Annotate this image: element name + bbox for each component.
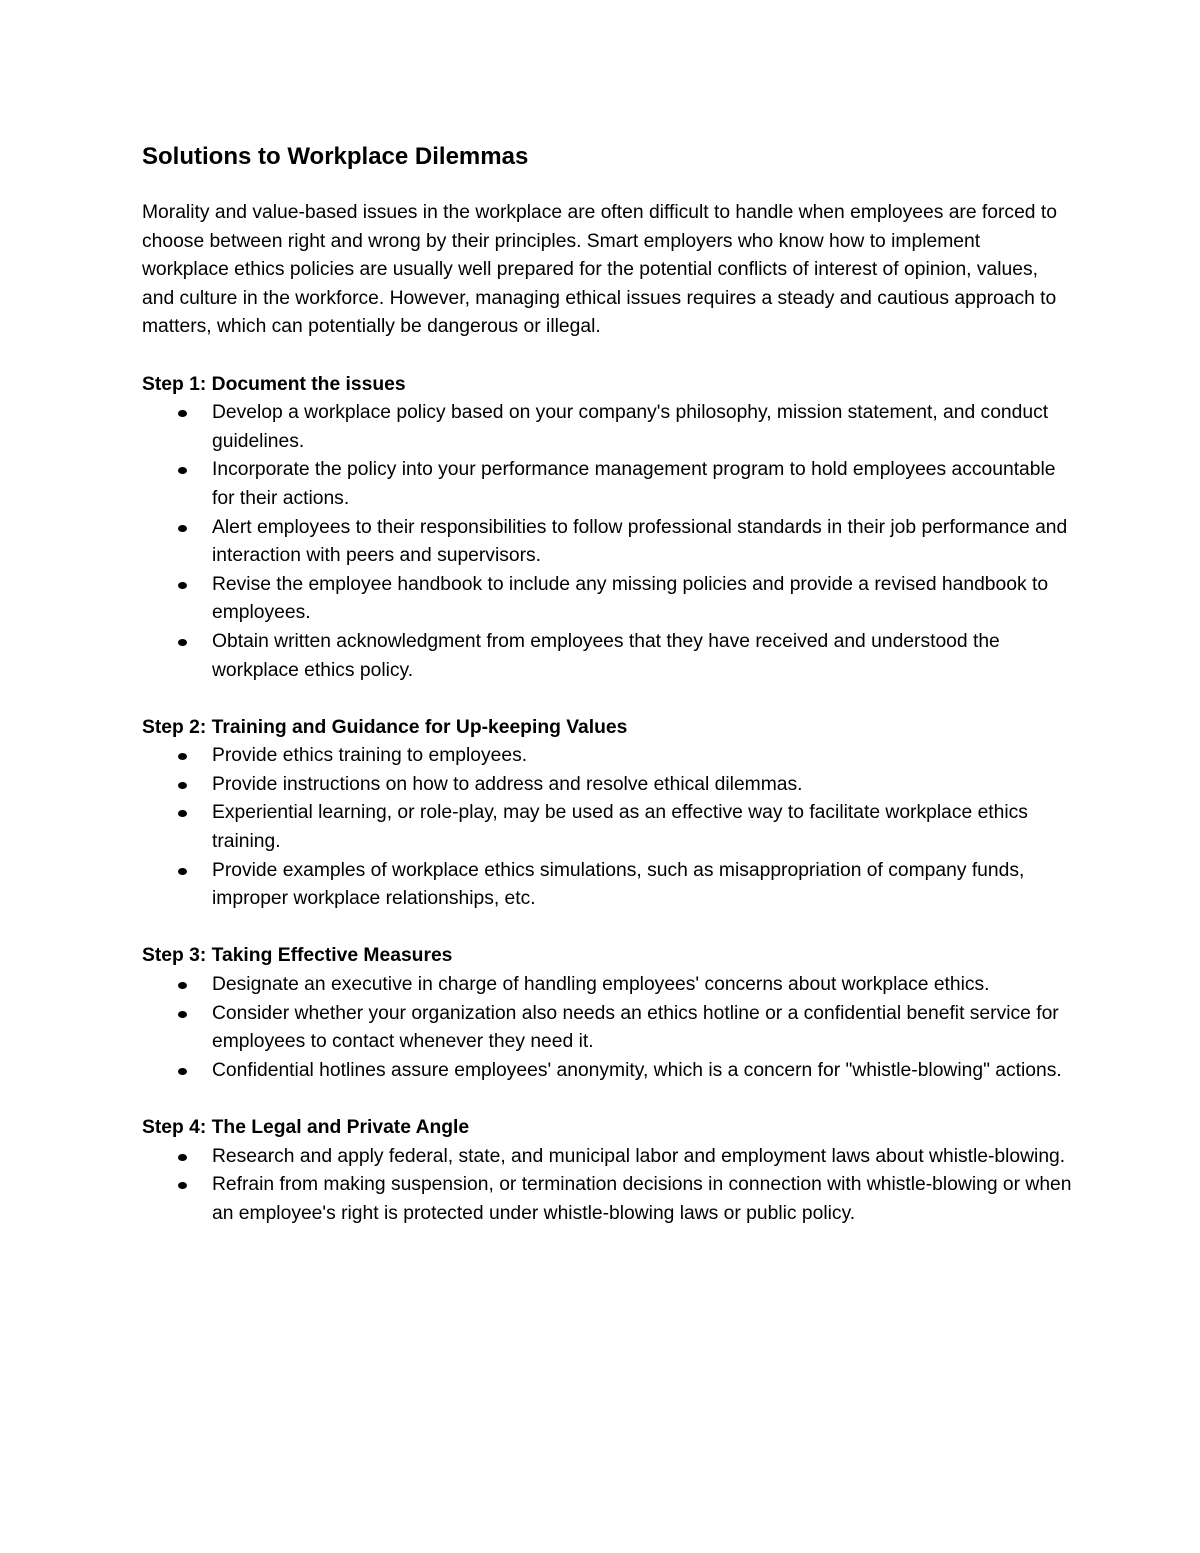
list-item	[142, 771, 1072, 800]
bullet-icon	[178, 639, 187, 646]
step-section	[142, 1114, 1072, 1228]
bullet-list	[142, 1143, 1072, 1229]
step-heading: Step 1: Document the issues	[142, 373, 406, 395]
list-item	[142, 971, 1072, 1000]
bullet-list	[142, 742, 1072, 914]
list-item-text: Research and apply federal, state, and municipal labor and employment laws about whistle-blowing.	[212, 1145, 1066, 1167]
document-title: Solutions to Workplace Dilemmas	[142, 143, 529, 170]
bullet-icon	[178, 868, 187, 875]
step-heading: Step 2: Training and Guidance for Up-keeping Values	[142, 716, 628, 738]
list-item	[142, 857, 1072, 914]
bullet-icon	[178, 582, 187, 589]
bullet-icon	[178, 1068, 187, 1075]
bullet-icon	[178, 410, 187, 417]
bullet-list	[142, 971, 1072, 1085]
bullet-icon	[178, 467, 187, 474]
list-item-text: Designate an executive in charge of handling employees' concerns about workplace ethics.	[212, 974, 990, 996]
list-item-text: Consider whether your organization also needs an ethics hotline or a confidential benefit service for employees to contact whenever they need it.	[212, 1002, 1059, 1053]
list-item-text: Refrain from making suspension, or termination decisions in connection with whistle-blowing or when an employee's right is protected under whistle-blowing laws or public policy.	[212, 1174, 1072, 1224]
intro-paragraph: Morality and value-based issues in the workplace are often difficult to handle when employees are forced to choose between right and wrong by their principles. Smart employers who know how to implement workplace ethics policies are usually well prepared for the potential conflicts of interest of opinion, values, and culture in the workforce. However, managing ethical issues requires a steady and cautious approach to matters, which can potentially be dangerous or illegal.	[142, 202, 1057, 338]
list-item-text: Develop a workplace policy based on your company's philosophy, mission statement, and conduct guidelines.	[212, 402, 1049, 452]
list-item	[142, 514, 1072, 571]
list-item	[142, 1000, 1072, 1057]
bullet-icon	[178, 1182, 187, 1189]
list-item	[142, 1057, 1072, 1086]
step-heading: Step 4: The Legal and Private Angle	[142, 1117, 470, 1138]
bullet-icon	[178, 525, 187, 532]
list-item-text: Obtain written acknowledgment from employees that they have received and understood the workplace ethics policy.	[212, 630, 1000, 681]
list-item	[142, 799, 1072, 856]
step-section	[142, 714, 1072, 914]
list-item	[142, 1171, 1072, 1228]
list-item	[142, 456, 1072, 513]
document-page	[142, 140, 1072, 1228]
step-section	[142, 371, 1072, 686]
list-item-text: Revise the employee handbook to include any missing policies and provide a revised handbook to employees.	[212, 573, 1049, 624]
list-item	[142, 1143, 1072, 1172]
step-heading: Step 3: Taking Effective Measures	[142, 945, 453, 967]
list-item-text: Provide instructions on how to address and resolve ethical dilemmas.	[212, 773, 803, 795]
bullet-icon	[178, 982, 187, 989]
bullet-icon	[178, 1011, 187, 1018]
list-item	[142, 571, 1072, 628]
bullet-icon	[178, 782, 187, 789]
list-item-text: Experiential learning, or role-play, may be used as an effective way to facilitate workplace ethics training.	[212, 802, 1028, 853]
bullet-list	[142, 399, 1072, 685]
list-item	[142, 628, 1072, 685]
list-item	[142, 399, 1072, 456]
bullet-icon	[178, 810, 187, 817]
list-item	[142, 742, 1072, 771]
list-item-text: Incorporate the policy into your performance management program to hold employees accountable for their actions.	[212, 459, 1056, 509]
bullet-icon	[178, 753, 187, 760]
list-item-text: Provide ethics training to employees.	[212, 745, 528, 767]
list-item-text: Provide examples of workplace ethics simulations, such as misappropriation of company funds, improper workplace relationships, etc.	[212, 859, 1025, 910]
step-section	[142, 942, 1072, 1085]
list-item-text: Alert employees to their responsibilities to follow professional standards in their job performance and interaction with peers and supervisors.	[212, 516, 1068, 567]
list-item-text: Confidential hotlines assure employees' anonymity, which is a concern for "whistle-blowing" actions.	[212, 1059, 1062, 1081]
bullet-icon	[178, 1154, 187, 1161]
